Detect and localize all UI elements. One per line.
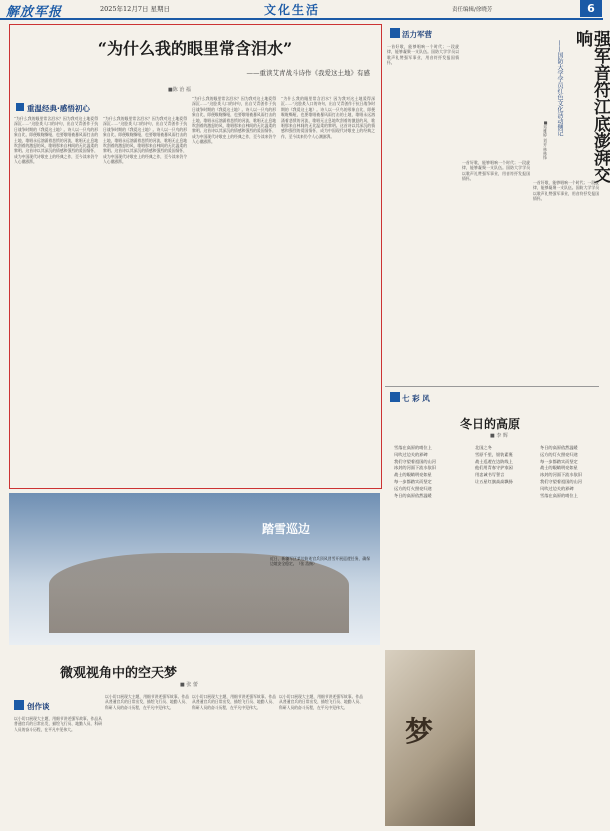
issue-date: 2025年12月7日 星期日 [100,5,171,13]
divider [385,386,599,387]
photo-caption: 近日，新疆军区某边防连官兵顶风冒雪开展巡逻任务，确保边境安全稳定。（张 浩摄） [270,556,370,567]
lower-article-column-1: 以小切口展现大主题，用细节讲述强军故事。作品从普通官兵的日常出发，描绘飞行员、地勤人员、科研人员的奋斗历程，在平凡中见伟大。 [14,716,102,732]
poem-title: 冬日的高原 [460,417,521,431]
lower-article-column-3: 以小切口展现大主题，用细节讲述强军故事。作品从普通官兵的日常出发，描绘飞行员、地勤人员、科研人员的奋斗历程，在平凡中见伟大。 [192,694,276,710]
lower-article-title: 微观视角中的空天梦 [60,666,178,681]
lower-article-byline: ■ 张 蕾 [180,682,198,688]
main-article-column-3: “为什么我的眼里常含泪水？因为我对这土地爱得深沉……”这脍炙人口的诗句，出自艾青创作于抗日战争时期的《我爱这土地》。诗人以一只鸟的形象自比，即便喉咙嘶哑，也要歌唱被暴风雨打击的土地，歌唱永远汹涌着悲愤的河流，歌唱无止息地吹刮着的激怒的风，歌唱那来自林间的无比温柔的黎明。这首诗以其深沉的情感和强烈的爱国情怀，成为中国现代诗歌史上的经典之作，至今读来仍令人心潮澎湃。 [192,96,276,145]
right-article-column-3: 一首好歌，能够唱响一个时代；一段旋律，能够凝聚一支队伍。国防大学学员以歌声礼赞强军事业，用音符抒发报国情怀。 [533,180,599,202]
right-article-column-1: 一首好歌，能够唱响一个时代；一段旋律，能够凝聚一支队伍。国防大学学员以歌声礼赞强军事业，用音符抒发报国情怀。 [387,44,459,66]
lower-article-column-2: 以小切口展现大主题，用细节讲述强军故事。作品从普通官兵的日常出发，描绘飞行员、地勤人员、科研人员的奋斗历程，在平凡中见伟大。 [105,694,189,710]
section-title: 文化生活 [264,3,321,17]
poem-column-3: 冬日的高原依然温暖 远方的灯火照亮归途 每一步都踏实而坚定 战士的眼睛明亮如星 冰封的河面下流水依旧 我们守望着祖国的山河 风吹过边关的界碑 雪落在高原的哨位上 [540,445,582,498]
book-cover-title: 梦 [405,715,434,748]
right-article-subtitle: ——国防大学学员红色文化活动侧记 [556,40,563,136]
editor-credit: 责任编辑/徐晓芳 [452,7,493,13]
page-number: 6 [580,0,602,17]
main-article-column-1: “为什么我的眼里常含泪水？因为我对这土地爱得深沉……”这脍炙人口的诗句，出自艾青创作于抗日战争时期的《我爱这土地》。诗人以一只鸟的形象自比，即便喉咙嘶哑，也要歌唱被暴风雨打击的土地，歌唱永远汹涌着悲愤的河流，歌唱无止息地吹刮着的激怒的风，歌唱那来自林间的无比温柔的黎明。这首诗以其深沉的情感和强烈的爱国情怀，成为中国现代诗歌史上的经典之作，至今读来仍令人心潮澎湃。 [14,116,98,165]
right-article-tag: 活力军营 [402,30,432,39]
right-article-title: 强军音符江底澎湃交响 [572,30,610,183]
main-article-title: “为什么我的眼里常含泪水” [97,39,293,58]
main-article-subtitle: ——重读艾青战斗诗作《我爱这土地》有感 [246,69,370,77]
tag-marker-icon [390,392,400,402]
main-article-column-4: “为什么我的眼里常含泪水？因为我对这土地爱得深沉……”这脍炙人口的诗句，出自艾青创作于抗日战争时期的《我爱这土地》。诗人以一只鸟的形象自比，即便喉咙嘶哑，也要歌唱被暴风雨打击的土地，歌唱永远汹涌着悲愤的河流，歌唱无止息地吹刮着的激怒的风，歌唱那来自林间的无比温柔的黎明。这首诗以其深沉的情感和强烈的爱国情怀，成为中国现代诗歌史上的经典之作，至今读来仍令人心潮澎湃。 [281,96,375,139]
poem-byline: ■ 李 辉 [490,433,508,439]
section-heading: 重温经典·感悟初心 [27,104,90,113]
section-marker-icon [16,103,24,111]
photo-title: 踏雪巡边 [262,522,311,536]
poem-column-2: 北国之冬 雪原千里，银装素裹 战士巡逻在边防线上 他们用青春守护家园 用忠诚书写誓言 让五星红旗高高飘扬 [475,445,513,484]
main-article-column-2: “为什么我的眼里常含泪水？因为我对这土地爱得深沉……”这脍炙人口的诗句，出自艾青创作于抗日战争时期的《我爱这土地》。诗人以一只鸟的形象自比，即便喉咙嘶哑，也要歌唱被暴风雨打击的土地，歌唱永远汹涌着悲愤的河流，歌唱无止息地吹刮着的激怒的风，歌唱那来自林间的无比温柔的黎明。这首诗以其深沉的情感和强烈的爱国情怀，成为中国现代诗歌史上的经典之作，至今读来仍令人心潮澎湃。 [103,116,187,165]
tag-marker-icon [390,28,400,38]
poem-tag: 七 彩 风 [402,394,430,403]
main-article-byline: ■陈 治 福 [168,87,191,93]
book-cover-photo [385,650,475,826]
lower-article-column-4: 以小切口展现大主题，用细节讲述强军故事。作品从普通官兵的日常出发，描绘飞行员、地勤人员、科研人员的奋斗历程，在平凡中见伟大。 [279,694,363,710]
lower-article-tag: 创作谈 [27,702,50,711]
right-article-byline: ■邓雅婷 刘芳 林林锋 [543,120,548,160]
right-article-column-2: 一首好歌，能够唱响一个时代；一段旋律，能够凝聚一支队伍。国防大学学员以歌声礼赞强军事业，用音符抒发报国情怀。 [462,160,530,182]
newspaper-logo: 解放军报 [6,5,63,20]
poem-column-1: 雪落在高原的哨位上 风吹过边关的界碑 我们守望着祖国的山河 冰封的河面下流水依旧 战士的眼睛明亮如星 每一步都踏实而坚定 远方的灯火照亮归途 冬日的高原依然温暖 [394,445,436,498]
tag-marker-icon [14,700,24,710]
